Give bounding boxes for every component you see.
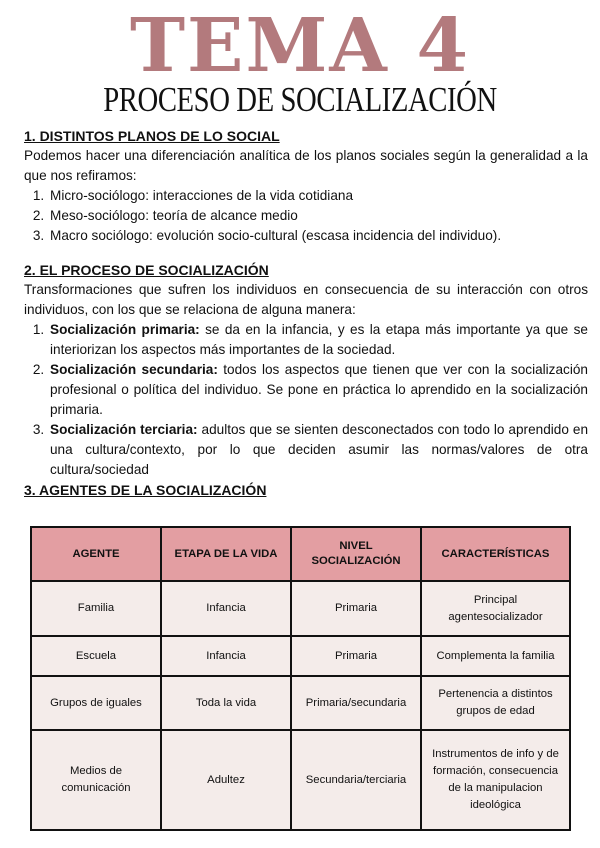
page-subtitle: PROCESO DE SOCIALIZACIÓN (103, 80, 497, 119)
section1-heading: 1. DISTINTOS PLANOS DE LO SOCIAL (24, 128, 280, 144)
list-item (48, 420, 588, 480)
list-item: 1. Micro-sociólogo: interacciones de la vida cotidiana (48, 186, 588, 206)
column-header: NIVEL SOCIALIZACIÓN (291, 527, 421, 581)
table-cell: Instrumentos de info y de formación, consecuencia de la manipulacion ideológica (421, 730, 570, 830)
table-cell: Pertenencia a distintos grupos de edad (421, 676, 570, 730)
list-item-text: adultos que se sienten desconectados con todo lo aprendido en una cultura/contexto, por lo que deciden asumir las normas/valores de otra cultura/sociedad (50, 422, 588, 477)
document-body (24, 126, 588, 500)
list-item-term: Socialización primaria: (50, 322, 200, 337)
section1-list (24, 186, 588, 246)
table-cell: Toda la vida (161, 676, 291, 730)
list-item (48, 320, 588, 360)
column-header: AGENTE (31, 527, 161, 581)
agents-table-wrapper (30, 526, 569, 831)
agents-table (30, 526, 571, 831)
table-cell: Principal agentesocializador (421, 581, 570, 636)
table-row (31, 636, 570, 676)
section2-heading: 2. EL PROCESO DE SOCIALIZACIÓN (24, 262, 269, 278)
list-item: 3. Macro sociólogo: evolución socio-cultural (escasa incidencia del individuo). (48, 226, 588, 246)
list-item (48, 360, 588, 420)
list-item-text: todos los aspectos que tienen que ver con la socialización profesional o política del individuo. Se pone en práctica lo aprendido en la socialización primaria. (50, 362, 588, 417)
table-cell: Primaria (291, 636, 421, 676)
list-item-text: se da en la infancia, y es la etapa más importante ya que se interiorizan los aspectos más importantes de la sociedad. (50, 322, 588, 357)
table-header-row (31, 527, 570, 581)
section2-intro: Transformaciones que sufren los individuos en consecuencia de su interacción con otros individuos, con los que se relaciona de alguna manera: (24, 282, 588, 317)
table-cell: Medios de comunicación (31, 730, 161, 830)
table-cell: Primaria/secundaria (291, 676, 421, 730)
table-row (31, 581, 570, 636)
column-header: CARACTERÍSTICAS (421, 527, 570, 581)
section2-list (24, 320, 588, 480)
table-cell: Familia (31, 581, 161, 636)
list-item: 2. Meso-sociólogo: teoría de alcance medio (48, 206, 588, 226)
table-cell: Complementa la familia (421, 636, 570, 676)
table-cell: Adultez (161, 730, 291, 830)
table-cell: Infancia (161, 581, 291, 636)
section3-heading: 3. AGENTES DE LA SOCIALIZACIÓN (24, 482, 267, 498)
table-cell: Secundaria/terciaria (291, 730, 421, 830)
table-cell: Grupos de iguales (31, 676, 161, 730)
column-header: ETAPA DE LA VIDA (161, 527, 291, 581)
page-title: TEMA 4 (129, 3, 471, 89)
section1-intro: Podemos hacer una diferenciación analítica de los planos sociales según la generalidad a la que nos refiramos: (24, 148, 588, 183)
table-row (31, 730, 570, 830)
table-row (31, 676, 570, 730)
list-item-term: Socialización secundaria: (50, 362, 218, 377)
table-cell: Primaria (291, 581, 421, 636)
table-cell: Escuela (31, 636, 161, 676)
list-item-term: Socialización terciaria: (50, 422, 198, 437)
table-cell: Infancia (161, 636, 291, 676)
